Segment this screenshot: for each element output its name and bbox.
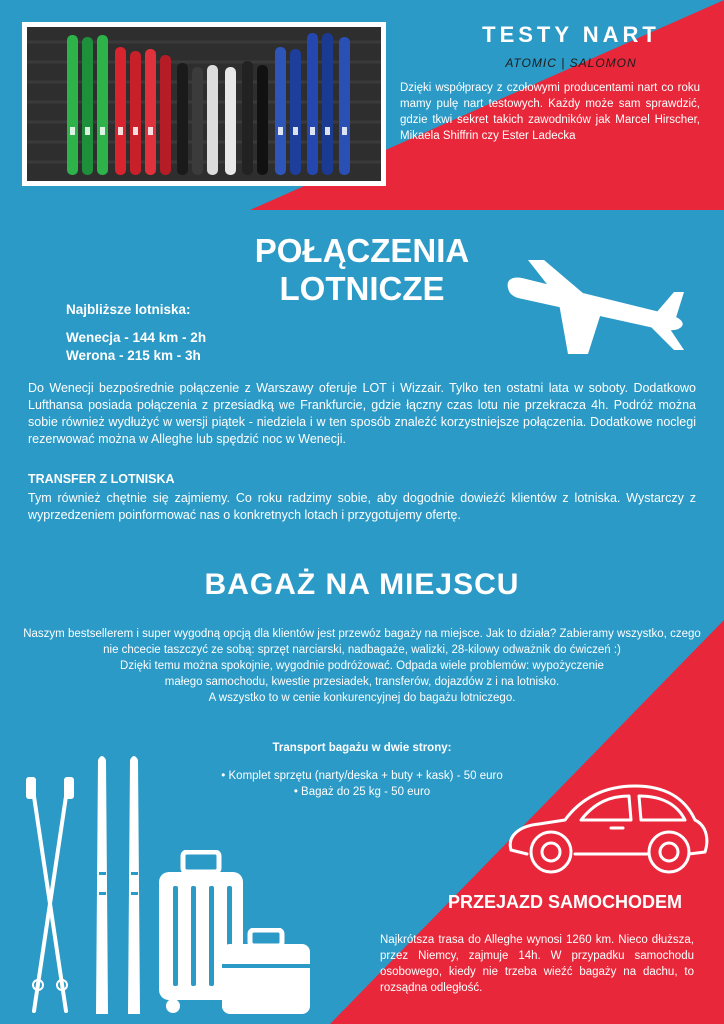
ski-poles-icon <box>20 775 80 1020</box>
distance-verona: Werona - 215 km - 3h <box>66 348 201 363</box>
ski-rack-photo <box>22 22 386 186</box>
transport-title: Transport bagażu w dwie strony: <box>272 742 452 754</box>
flights-title: POŁĄCZENIA LOTNICZE <box>254 232 470 307</box>
skis-icon <box>88 752 150 1022</box>
transfer-title: TRANSFER Z LOTNISKA <box>28 472 175 486</box>
car-description: Najkrótsza trasa do Alleghe wynosi 1260 km. Nieco dłuższa, przez Niemcy, zajmuje 14h. W przypadku samochodu osobowego, kiedy nie trzeba wieźć bagaży na dachu, to rozsądna odległość. <box>380 934 694 994</box>
ski-test-brands: ATOMIC | SALOMON <box>505 56 637 70</box>
car-title: PRZEJAZD SAMOCHODEM <box>447 892 682 912</box>
briefcase-icon <box>220 928 312 1016</box>
luggage-description <box>20 626 704 706</box>
ski-test-title: TESTY NART <box>482 22 660 47</box>
price-luggage: • Bagaż do 25 kg - 50 euro <box>293 786 431 798</box>
price-equipment: • Komplet sprzętu (narty/deska + buty + kask) - 50 euro <box>221 770 503 782</box>
nearest-airports-label: Najbliższe lotniska: <box>66 302 191 317</box>
ski-rack-image <box>27 27 381 181</box>
ski-rack-drawing <box>27 27 381 181</box>
luggage-line: Dzięki temu można spokojnie, wygodnie podróżować. Odpada wiele problemów: wypożyczenie <box>120 660 604 672</box>
ski-test-description: Dzięki współpracy z czołowymi producentami nart co roku mamy pulę nart testowych. Każdy może sam sprawdzić, gdzie tkwi sekret takich zawodników jak Marcel Hirscher, Mikaela Shiffrin czy Ester Ladecka <box>400 82 700 142</box>
luggage-title: BAGAŻ NA MIEJSCU <box>204 568 520 601</box>
airplane-icon <box>498 258 692 358</box>
distance-venice: Wenecja - 144 km - 2h <box>66 330 207 345</box>
transfer-description: Tym również chętnie się zajmiemy. Co roku radzimy sobie, aby dogodnie dowieźć klientów z lotniska. Wystarczy z wyprzedzeniem poinformować nas o konkretnych lotach i przygotujemy ofertę. <box>28 491 696 522</box>
luggage-line: A wszystko to w cenie konkurencyjnej do bagażu lotniczego. <box>208 692 516 704</box>
car-icon <box>505 780 711 884</box>
flights-description: Do Wenecji bezpośrednie połączenie z Warszawy oferuje LOT i Wizzair. Tylko ten ostatni lata w soboty. Dodatkowo Lufthansa posiada połączenia z przesiadką we Frankfurcie, gdzie łączny czas lotu nie przekracza 4h. Podróż można sobie również wydłużyć w wersji piątek - niedziela i w ten sposób znaleźć korzystniejsze połączenia. Dodatkowe noclegi rezerwować można w Alleghe lub spędzić noc w Wenecji. <box>28 381 696 446</box>
luggage-line: Naszym bestsellerem i super wygodną opcją dla klientów jest przewóz bagaży na miejsce. Jak to działa? Zabieramy wszystko, czego nie chcecie taszczyć ze sobą: sprzęt narciarski, nadbagaże, walizki, 28-kilowy odważnik do ćwiczeń :) <box>23 628 701 656</box>
luggage-line: małego samochodu, kwestie przesiadek, transferów, dojazdów z i na lotnisko. <box>164 676 560 688</box>
